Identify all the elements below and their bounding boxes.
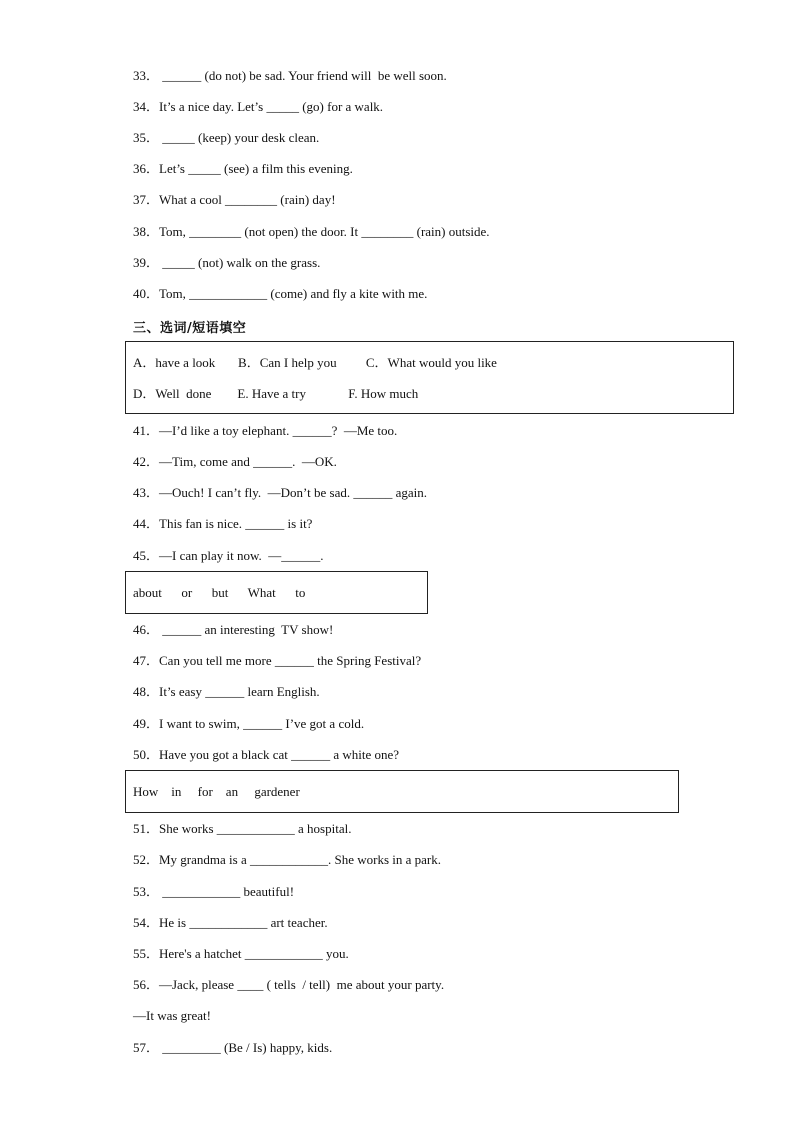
question-44: 44．This fan is nice. ______ is it? xyxy=(133,516,313,531)
question-42: 42．—Tim, come and ______. —OK. xyxy=(133,454,337,469)
question-33: 33． ______ (do not) be sad. Your friend will be well soon. xyxy=(133,68,447,83)
question-36: 36．Let’s _____ (see) a film this evening. xyxy=(133,161,353,176)
question-45: 45．—I can play it now. —______. xyxy=(133,548,324,563)
question-49: 49．I want to swim, ______ I’ve got a cold. xyxy=(133,716,365,731)
question-55: 55．Here's a hatchet ____________ you. xyxy=(133,946,349,961)
question-56: 56．—Jack, please ____ ( tells / tell) me about your party. xyxy=(133,977,445,992)
question-57: 57． _________ (Be / Is) happy, kids. xyxy=(133,1040,333,1055)
question-37: 37．What a cool ________ (rain) day! xyxy=(133,192,336,207)
word-box-2-words: How in for an gardener xyxy=(133,784,300,799)
question-34: 34．It’s a nice day. Let’s _____ (go) for a walk. xyxy=(133,99,384,114)
options-row-1: A．have a look B．Can I help you C．What would you like xyxy=(133,355,497,370)
word-box-1-words: about or but What to xyxy=(133,585,306,600)
options-box xyxy=(125,341,734,414)
question-48: 48．It’s easy ______ learn English. xyxy=(133,684,320,699)
section-heading: 三、选词/短语填空 xyxy=(133,321,247,336)
word-box-1 xyxy=(125,571,428,614)
question-38: 38．Tom, ________ (not open) the door. It ________ (rain) outside. xyxy=(133,224,490,239)
question-52: 52．My grandma is a ____________. She works in a park. xyxy=(133,852,441,867)
question-40: 40．Tom, ____________ (come) and fly a kite with me. xyxy=(133,286,428,301)
question-54: 54．He is ____________ art teacher. xyxy=(133,915,328,930)
question-35: 35． _____ (keep) your desk clean. xyxy=(133,130,320,145)
question-53: 53． ____________ beautiful! xyxy=(133,884,295,899)
question-41: 41．—I’d like a toy elephant. ______? —Me too. xyxy=(133,423,398,438)
options-row-2: D．Well done E. Have a try F. How much xyxy=(133,386,419,401)
question-46: 46． ______ an interesting TV show! xyxy=(133,622,334,637)
question-47: 47．Can you tell me more ______ the Spring Festival? xyxy=(133,653,422,668)
word-box-2 xyxy=(125,770,679,813)
question-50: 50．Have you got a black cat ______ a white one? xyxy=(133,747,400,762)
question-51: 51．She works ____________ a hospital. xyxy=(133,821,352,836)
question-39: 39． _____ (not) walk on the grass. xyxy=(133,255,321,270)
question-43: 43．—Ouch! I can’t fly. —Don’t be sad. ______ again. xyxy=(133,485,428,500)
question-56-reply: —It was great! xyxy=(133,1008,211,1023)
